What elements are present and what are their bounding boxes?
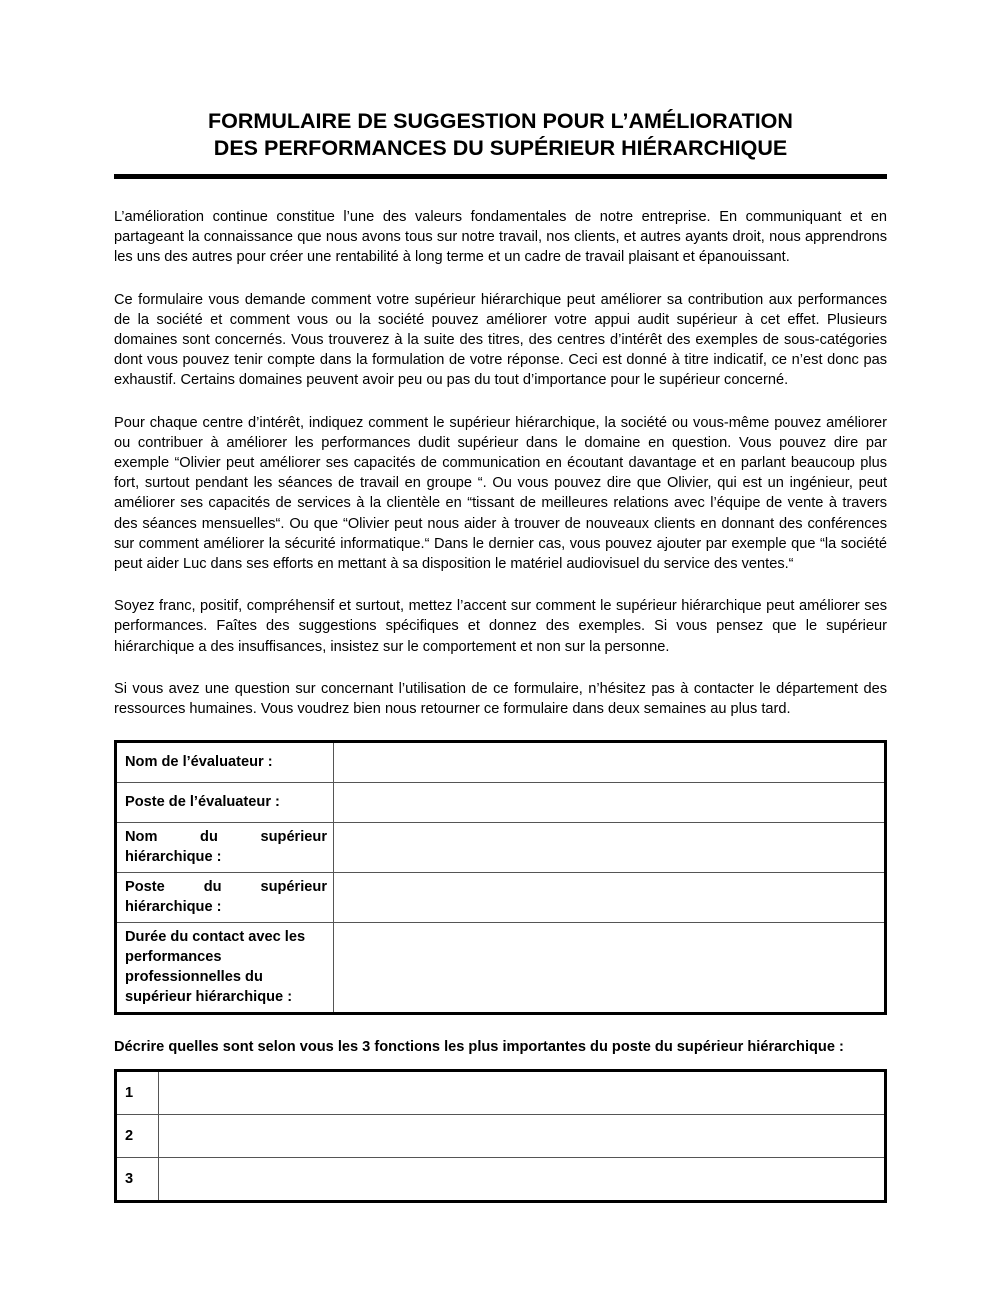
tone-paragraph-block [114, 574, 887, 657]
paragraph-3: Pour chaque centre d’intérêt, indiquez comment le supérieur hiérarchique, la société ou vous-même pouvez améliorer ou contribuer à améliorer les performances dudit supérieur dans le domaine en question. Vous pouvez dire par exemple “Olivier peut améliorer ses capacités de communication en écoutant davantage et en parlant beaucoup plus fort, surtout pendant les séances de travail en groupe “. Ou vous pouvez dire que Olivier, qui est un ingénieur, peut améliorer ses capacités de services à la clientèle en “tissant de meilleures relations avec l’équipe de vente à travers des séances mensuelles“. Ou que “Olivier peut nous aider à trouver de nouveaux clients en donnant des conférences sur comment améliorer la sécurité informatique.“ Dans le dernier cas, vous pouvez ajouter par exemple que “la société peut aider Luc dans ses efforts en mettant à sa disposition le matériel audiovisuel du service des ventes.“ [114, 414, 887, 573]
paragraph-2: Ce formulaire vous demande comment votre supérieur hiérarchique peut améliorer sa contribution aux performances de la société et comment vous ou la société pouvez améliorer votre appui audit supérieur à cet effet. Plusieurs domaines sont concernés. Vous trouverez à la suite des titres, des centres d’intérêt des exemples de sous-catégories dont vous pouvez tenir compte dans la formulation de votre réponse. Ceci est donné à titre indicatif, ce n’est donc pas exhaustif. Certains domaines peuvent avoir peu ou pas du tout d’importance pour le supérieur concerné. [114, 291, 887, 389]
table-row [116, 823, 886, 873]
table-row [116, 923, 886, 1014]
supervisor-name-label: Nom du supérieur hiérarchique : [116, 823, 334, 873]
functions-section-heading: Décrire quelles sont selon vous les 3 fonctions les plus importantes du poste du supérieur hiérarchique : [114, 1039, 844, 1056]
evaluator-name-field[interactable] [334, 742, 886, 783]
table-row [116, 742, 886, 783]
function-answer-field-2[interactable] [159, 1115, 886, 1158]
identity-table [114, 740, 887, 1015]
document-page [114, 0, 887, 1203]
function-number-2: 2 [116, 1115, 159, 1158]
function-number-3: 3 [116, 1158, 159, 1202]
table-row [116, 873, 886, 923]
table-row [116, 1158, 886, 1202]
paragraph-1: L’amélioration continue constitue l’une des valeurs fondamentales de notre entreprise. En communiquant et en partageant la connaissance que nous avons tous sur notre travail, nos clients, et autres ayants droit, nous apprendrons les uns des autres pour créer une rentabilité à long terme et un cadre de travail plaisant et épanouissant. [114, 209, 887, 266]
table-row [116, 783, 886, 823]
functions-table [114, 1069, 887, 1203]
page-title-line-2: DES PERFORMANCES DU SUPÉRIEUR HIÉRARCHIQUE [213, 136, 788, 160]
instructions-paragraph-block [114, 391, 887, 575]
intro-paragraph-block [114, 179, 887, 268]
contact-duration-label: Durée du contact avec les performances professionnelles du supérieur hiérarchique : [116, 923, 334, 1014]
purpose-paragraph-block [114, 268, 887, 391]
evaluator-position-label: Poste de l’évaluateur : [116, 783, 334, 823]
function-answer-field-3[interactable] [159, 1158, 886, 1202]
supervisor-name-field[interactable] [334, 823, 886, 873]
contact-paragraph-block [114, 657, 887, 719]
table-row [116, 1115, 886, 1158]
paragraph-4: Soyez franc, positif, compréhensif et surtout, mettez l’accent sur comment le supérieur hiérarchique peut améliorer ses performances. Faîtes des suggestions spécifiques et donnez des exemples. Si vous pensez que le supérieur hiérarchique a des insuffisances, insistez sur le comportement et non sur la personne. [114, 598, 887, 655]
page-title [114, 0, 887, 162]
supervisor-position-label: Poste du supérieur hiérarchique : [116, 873, 334, 923]
evaluator-position-field[interactable] [334, 783, 886, 823]
evaluator-name-label: Nom de l’évaluateur : [116, 742, 334, 783]
page-title-line-1: FORMULAIRE DE SUGGESTION POUR L’AMÉLIORATION [208, 109, 793, 133]
contact-duration-field[interactable] [334, 923, 886, 1014]
function-answer-field-1[interactable] [159, 1071, 886, 1115]
function-number-1: 1 [116, 1071, 159, 1115]
supervisor-position-field[interactable] [334, 873, 886, 923]
paragraph-5: Si vous avez une question sur concernant l’utilisation de ce formulaire, n’hésitez pas à contacter le département des ressources humaines. Vous voudrez bien nous retourner ce formulaire dans deux semaines au plus tard. [114, 680, 887, 718]
table-row [116, 1071, 886, 1115]
